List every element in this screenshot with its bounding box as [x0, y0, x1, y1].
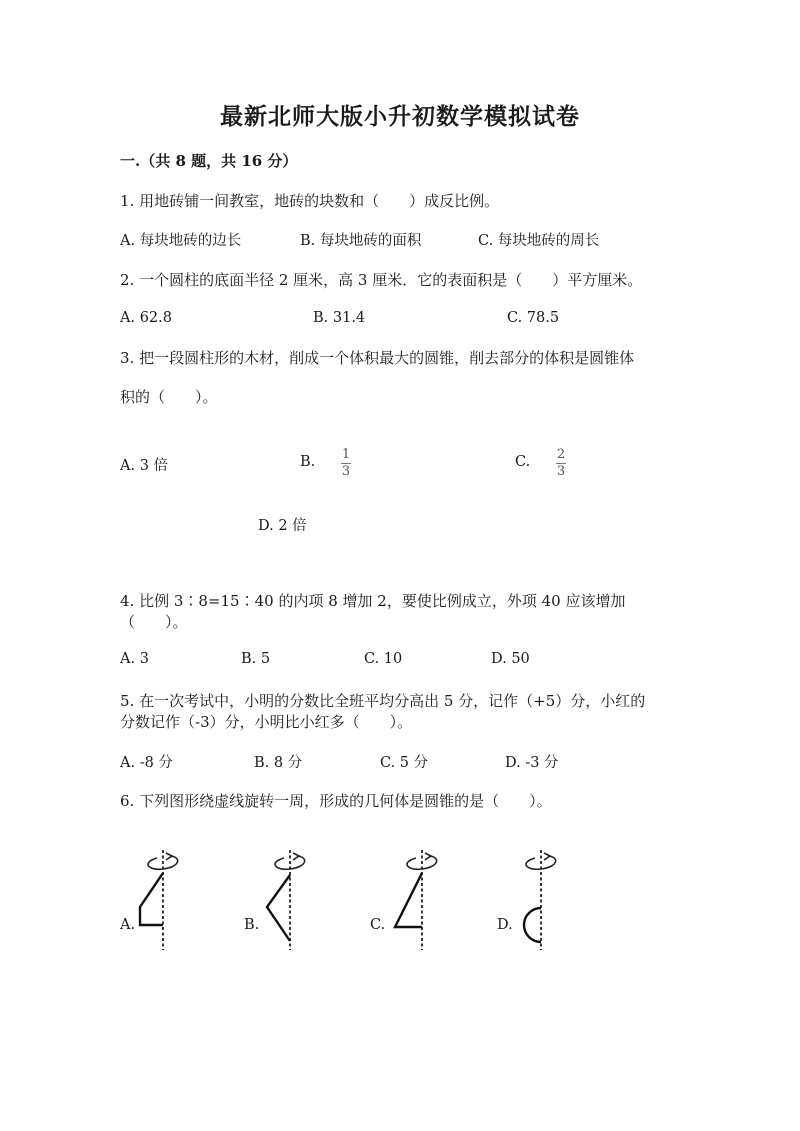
question-4-option-b[interactable]: B. 5 [241, 651, 271, 667]
question-4-option-c[interactable]: C. 10 [364, 651, 403, 667]
question-4-text-line1: 4. 比例 3∶8=15∶40 的内项 8 增加 2，要使比例成立，外项 40 应该增加 [120, 592, 626, 610]
question-3-text-line1: 3. 把一段圆柱形的木材，削成一个体积最大的圆锥，削去部分的体积是圆锥体 [120, 349, 635, 367]
question-3-option-a[interactable]: A. 3 倍 [120, 458, 169, 474]
figure-a-diagram [130, 845, 190, 955]
figure-b-label[interactable]: B. [244, 917, 260, 933]
figure-c-label[interactable]: C. [370, 917, 386, 933]
rotation-arrowhead-icon [544, 853, 550, 860]
figure-d-label[interactable]: D. [497, 917, 513, 933]
question-1-option-a[interactable]: A. 每块地砖的边长 [120, 233, 242, 249]
question-5-option-c[interactable]: C. 5 分 [380, 755, 429, 771]
question-5-text-line2: 分数记作（-3）分，小明比小红多（ ）。 [120, 713, 413, 731]
question-3-option-d[interactable]: D. 2 倍 [258, 518, 307, 534]
question-6-text: 6. 下列图形绕虚线旋转一周，形成的几何体是圆锥的是（ ）。 [120, 792, 552, 810]
question-3-option-c-fraction [556, 448, 566, 479]
question-3-option-b-label[interactable]: B. [300, 454, 316, 470]
fraction-denominator: 3 [341, 464, 351, 479]
question-3-option-c-label[interactable]: C. [515, 454, 531, 470]
angled-shape [267, 875, 290, 941]
fraction-denominator: 3 [556, 464, 566, 479]
figure-a-label[interactable]: A. [120, 917, 136, 933]
question-4-option-a[interactable]: A. 3 [120, 651, 149, 667]
trapezoid-shape [140, 873, 163, 925]
fraction-numerator: 1 [341, 447, 351, 462]
rotation-arrowhead-icon [425, 853, 431, 860]
question-1-text: 1. 用地砖铺一间教室，地砖的块数和（ ）成反比例。 [120, 192, 500, 210]
question-1-option-b[interactable]: B. 每块地砖的面积 [300, 233, 422, 249]
section-heading: 一.（共 8 题，共 16 分） [120, 152, 298, 170]
question-2-text: 2. 一个圆柱的底面半径 2 厘米，高 3 厘米．它的表面积是（ ）平方厘米。 [120, 271, 643, 289]
question-5-option-a[interactable]: A. -8 分 [120, 755, 173, 771]
question-4-option-d[interactable]: D. 50 [491, 651, 530, 667]
figure-b-diagram [255, 845, 315, 955]
question-2-option-b[interactable]: B. 31.4 [313, 310, 366, 326]
question-3-text-line2: 积的（ ）。 [120, 388, 218, 406]
rotation-arrowhead-icon [293, 853, 299, 860]
question-4-text-line2: （ ）。 [120, 613, 188, 631]
figure-d-diagram [510, 845, 570, 955]
question-2-option-c[interactable]: C. 78.5 [507, 310, 560, 326]
semicircle-shape [524, 908, 541, 942]
question-5-option-d[interactable]: D. -3 分 [505, 755, 559, 771]
question-2-option-a[interactable]: A. 62.8 [120, 310, 172, 326]
rotation-arrowhead-icon [166, 853, 172, 860]
triangle-shape [395, 873, 422, 927]
page-title: 最新北师大版小升初数学模拟试卷 [220, 103, 580, 130]
question-5-option-b[interactable]: B. 8 分 [254, 755, 303, 771]
question-1-option-c[interactable]: C. 每块地砖的周长 [478, 233, 600, 249]
question-5-text-line1: 5. 在一次考试中，小明的分数比全班平均分高出 5 分，记作（+5）分，小红的 [120, 692, 646, 710]
question-3-option-b-fraction [341, 448, 351, 479]
figure-c-diagram [385, 845, 445, 955]
fraction-numerator: 2 [556, 447, 566, 462]
